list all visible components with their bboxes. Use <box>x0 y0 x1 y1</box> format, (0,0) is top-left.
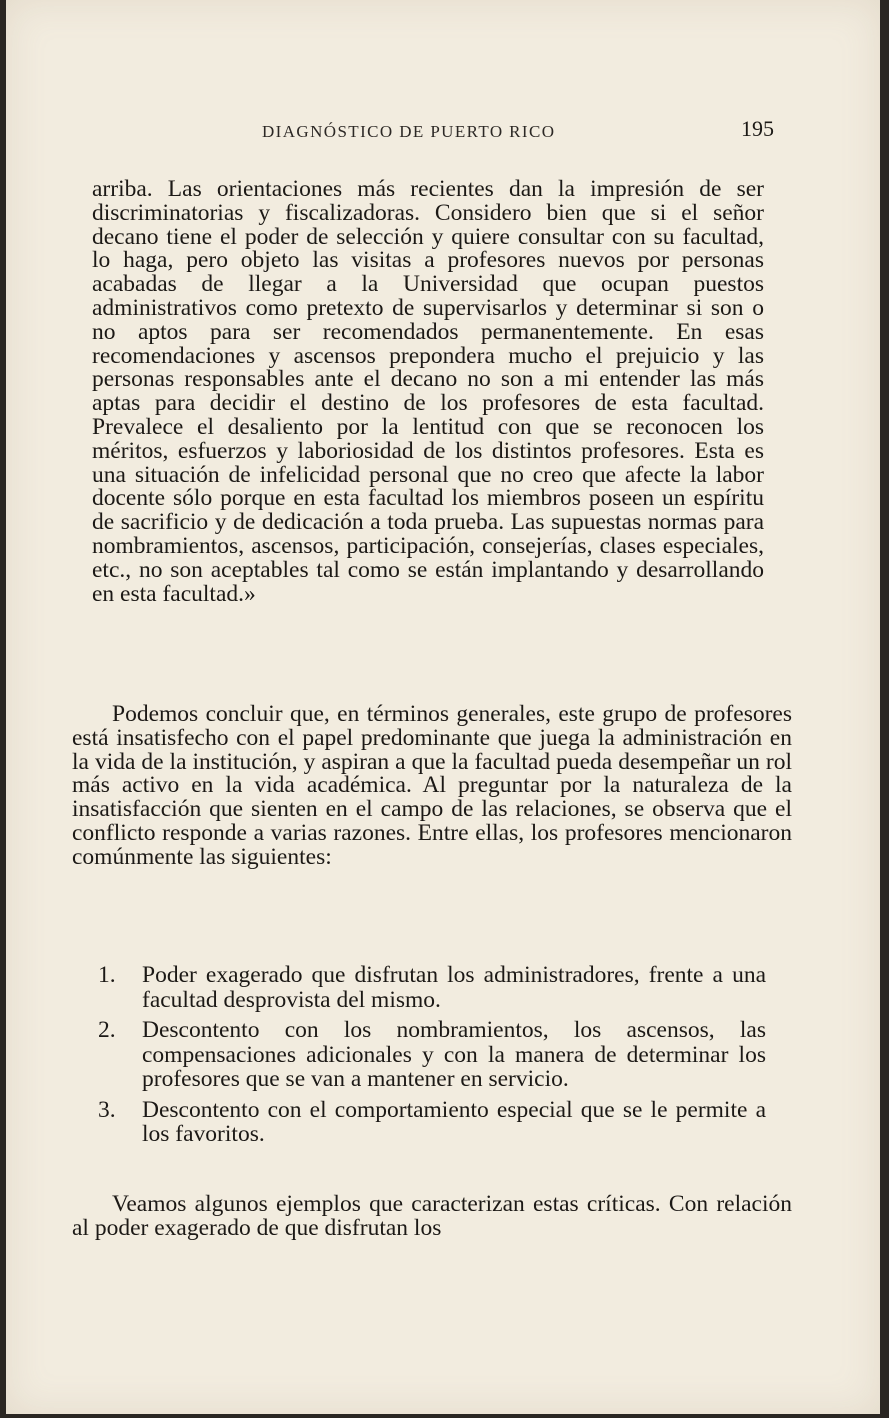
page-number: 195 <box>741 116 774 141</box>
quote-block <box>92 178 764 606</box>
paragraph-conclusion <box>72 703 792 870</box>
paragraph-2-text: Veamos algunos ejemplos que caracterizan estas críticas. Con relación al poder exagerado de que disfrutan los <box>72 1191 792 1241</box>
running-title: DIAGNÓSTICO DE PUERTO RICO <box>262 122 556 141</box>
page-header <box>6 116 880 146</box>
paragraph-1-text: Podemos concluir que, en términos generales, este grupo de profesores está insatisfecho con el papel predominante que juega la administración en la vida de la institución, y aspiran a que la facultad pueda desempeñar un rol más activo en la vida académica. Al preguntar por la naturaleza de la insatisfacción que sienten en el campo de las relaciones, se observa que el conflicto responde a varias razones. Entre ellas, los profesores mencionaron comúnmente las siguientes: <box>72 701 792 870</box>
list-item-text: Poder exagerado que disfrutan los administradores, frente a una facultad desprovista del mismo. <box>142 962 766 1013</box>
list-item-number: 1. <box>98 962 116 988</box>
paragraph-examples <box>72 1193 792 1241</box>
list-item <box>98 1018 766 1092</box>
list-item-number: 2. <box>98 1017 116 1043</box>
book-page <box>6 0 880 1414</box>
list-item-text: Descontento con el comportamiento especial que se le permite a los favoritos. <box>142 1096 766 1147</box>
quote-text: arriba. Las orientaciones más recientes dan la impresión de ser discriminatorias y fiscalizadoras. Considero bien que si el señor decano tiene el poder de selección y quiere consultar con su facultad, lo haga, pero objeto las visitas a profesores nuevos por personas acabadas de llegar a la Universidad que ocupan puestos administrativos como pretexto de supervisarlos y determinar si son o no aptos para ser recomendados permanentemente. En esas recomendaciones y ascensos prepondera mucho el prejuicio y las personas responsables ante el decano no son a mi entender las más aptas para decidir el destino de los profesores de esta facultad. Prevalece el desaliento por la lentitud con que se reconocen los méritos, esfuerzos y laboriosidad de los distintos profesores. Esta es una situación de infelicidad personal que no creo que afecte la labor docente sólo porque en esta facultad los miembros poseen un espíritu de sacrificio y de dedicación a toda prueba. Las supuestas normas para nombramientos, ascensos, participación, consejerías, clases especiales, etc., no son aceptables tal como se están implantando y desarrollando en esta facultad.» <box>92 176 764 607</box>
list-item <box>98 1098 766 1147</box>
list-item-text: Descontento con los nombramientos, los ascensos, las compensaciones adicionales y con la manera de determinar los profesores que se van a mantener en servicio. <box>142 1017 766 1092</box>
list-item-number: 3. <box>98 1096 116 1123</box>
reasons-list <box>98 963 766 1153</box>
list-item <box>98 963 766 1012</box>
